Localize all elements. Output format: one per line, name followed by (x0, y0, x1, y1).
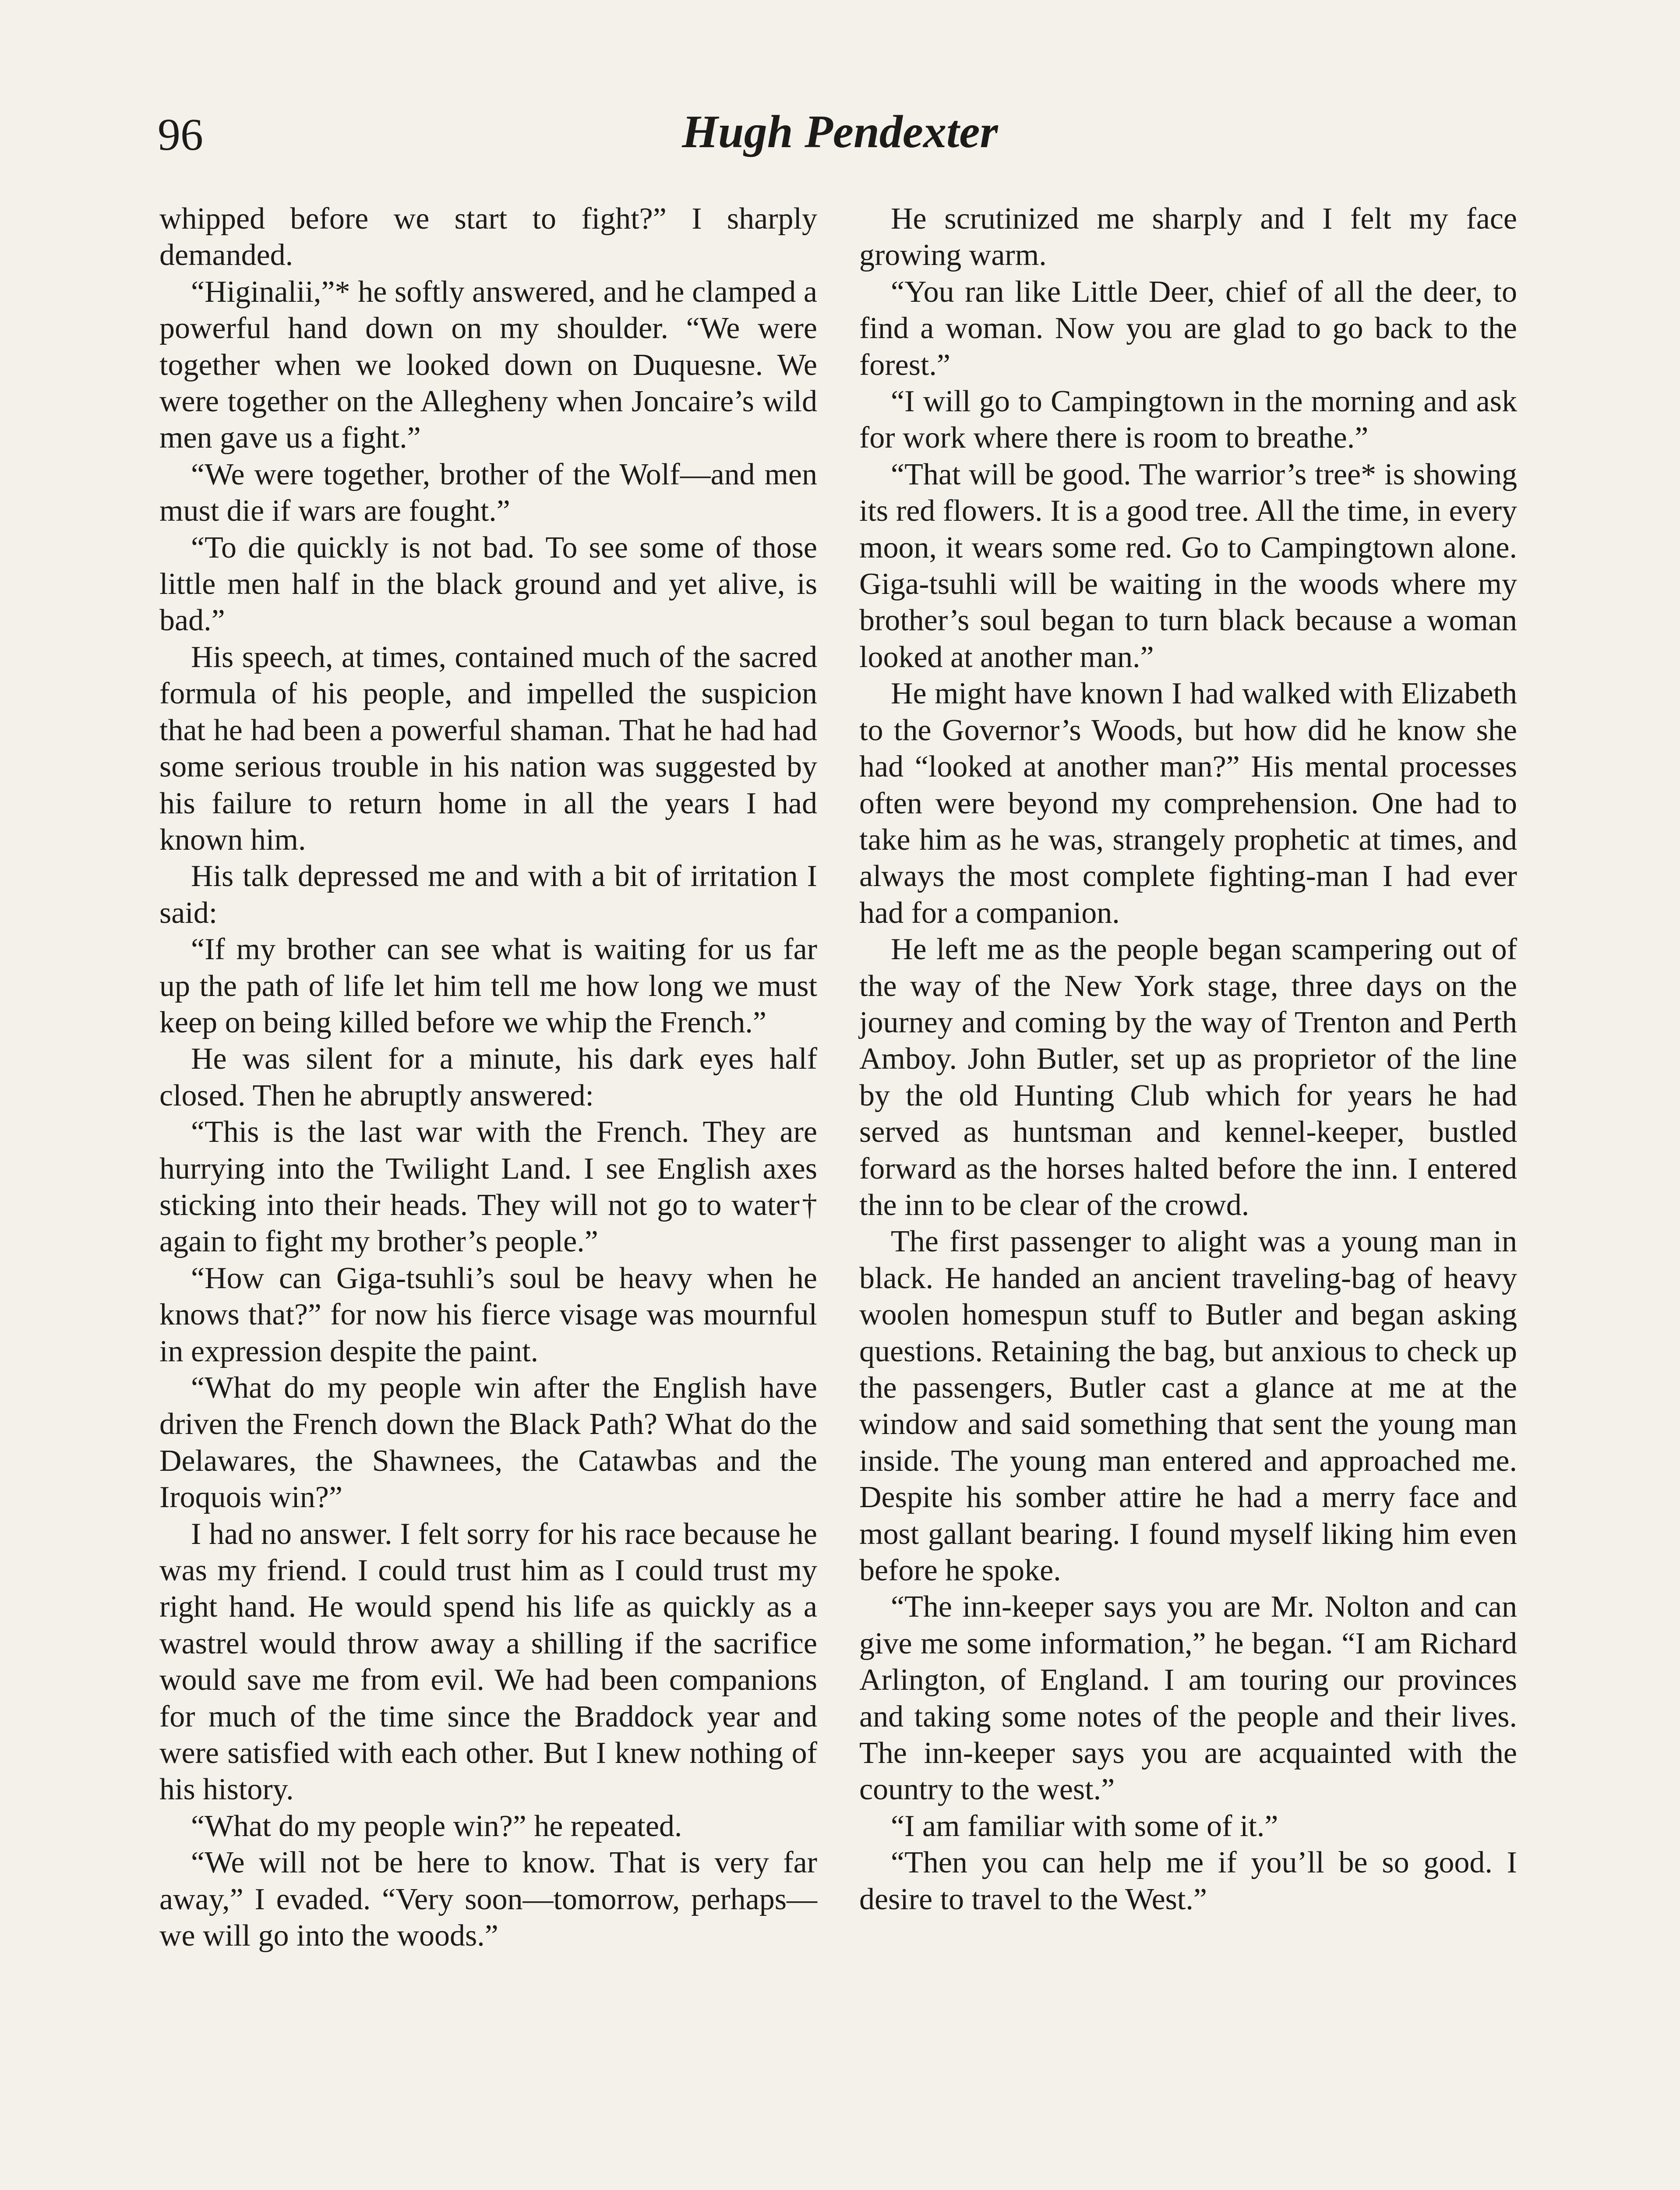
page-number: 96 (158, 110, 203, 160)
paragraph: He might have known I had walked with Elizabeth to the Governor’s Woods, but how did he know she had “looked at another man?” His mental processes often were beyond my comprehension. One had to take him as he was, strangely prophetic at times, and always the most complete fighting-man I had ever had for a companion. (859, 677, 1517, 930)
paragraph: “Then you can help me if you’ll be so good. I desire to travel to the West.” (859, 1846, 1517, 1916)
paragraph: He was silent for a minute, his dark eyes half closed. Then he abruptly answered: (159, 1042, 817, 1113)
paragraph: I had no answer. I felt sorry for his race because he was my friend. I could trust him as I could trust my right hand. He would spend his life as quickly as a wastrel would throw away a shilling if the sacrifice would save me from evil. We had been companions for much of the time since the Braddock year and were satisfied with each other. But I knew nothing of his history. (159, 1517, 817, 1807)
paragraph: His talk depressed me and with a bit of irritation I said: (159, 859, 817, 930)
paragraph: “I will go to Campingtown in the morning and ask for work where there is room to breathe.” (859, 385, 1517, 455)
paragraph: “How can Giga-tsuhli’s soul be heavy when he knows that?” for now his fierce visage was mournful in expression despite the paint. (159, 1261, 817, 1368)
paragraph: “I am familiar with some of it.” (891, 1809, 1278, 1843)
right-column (859, 201, 1517, 1918)
paragraph: “The inn-keeper says you are Mr. Nolton and can give me some information,” he began. “I am Richard Arlington, of England. I am touring our provinces and taking some notes of the people and their lives. The inn-keeper says you are acquainted with the country to the west.” (859, 1590, 1517, 1807)
paragraph: “Higinalii,”* he softly answered, and he clamped a powerful hand down on my shoulder. “We were together when we looked down on Duquesne. We were together on the Allegheny when Joncaire’s wild men gave us a fight.” (159, 275, 817, 455)
running-head: Hugh Pendexter (682, 106, 998, 157)
paragraph: whipped before we start to fight?” I sharply demanded. (159, 202, 817, 272)
paragraph: “To die quickly is not bad. To see some of those little men half in the black ground and yet alive, is bad.” (159, 530, 817, 638)
paragraph: “What do my people win after the English have driven the French down the Black Path? What do the Delawares, the Shawnees, the Catawbas and the Iroquois win?” (159, 1371, 817, 1515)
paragraph: “What do my people win?” he repeated. (191, 1809, 682, 1843)
paragraph: “That will be good. The warrior’s tree* is showing its red flowers. It is a good tree. All the time, in every moon, it wears some red. Go to Campingtown alone. Giga-tsuhli will be waiting in the woods where my brother’s soul began to turn black because a woman looked at another man.” (859, 457, 1517, 674)
paragraph: The first passenger to alight was a young man in black. He handed an ancient traveling-bag of heavy woolen homespun stuff to Butler and began asking questions. Retaining the bag, but anxious to check up the passengers, Butler cast a glance at me at the window and said something that sent the young man inside. The young man entered and approached me. Despite his somber attire he had a merry face and most gallant bearing. I found myself liking him even before he spoke. (859, 1225, 1517, 1588)
paragraph: His speech, at times, contained much of the sacred formula of his people, and impelled the suspicion that he had been a powerful shaman. That he had had some serious trouble in his nation was suggested by his failure to return home in all the years I had known him. (159, 640, 817, 857)
left-column (159, 201, 817, 1954)
paragraph: He left me as the people began scampering out of the way of the New York stage, three days on the journey and coming by the way of Trenton and Perth Amboy. John Butler, set up as proprietor of the line by the old Hunting Club which for years he had served as huntsman and kennel-keeper, bustled forward as the horses halted before the inn. I entered the inn to be clear of the crowd. (859, 933, 1517, 1222)
paragraph: “We were together, brother of the Wolf—and men must die if wars are fought.” (159, 457, 817, 528)
paragraph: “You ran like Little Deer, chief of all the deer, to find a woman. Now you are glad to go back to the forest.” (859, 275, 1517, 382)
paragraph: “We will not be here to know. That is very far away,” I evaded. “Very soon—tomorrow, perhaps—we will go into the woods.” (159, 1846, 817, 1953)
paragraph: “If my brother can see what is waiting for us far up the path of life let him tell me how long we must keep on being killed before we whip the French.” (159, 933, 817, 1039)
paragraph: “This is the last war with the French. They are hurrying into the Twilight Land. I see English axes sticking into their heads. They will not go to water† again to fight my brother’s people.” (159, 1115, 817, 1259)
paragraph: He scrutinized me sharply and I felt my face growing warm. (859, 202, 1517, 272)
